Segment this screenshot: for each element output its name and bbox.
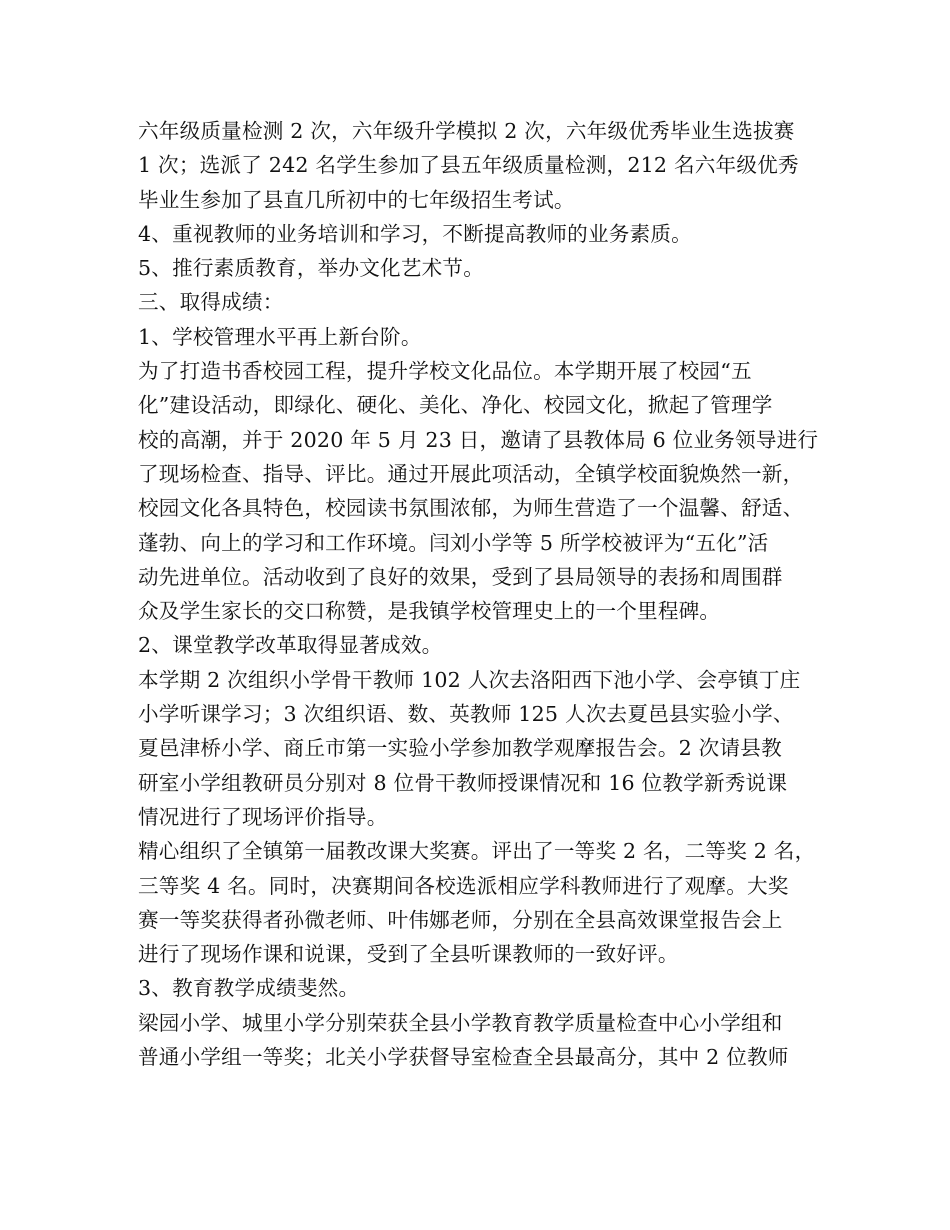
- text-line: 研室小学组教研员分别对 8 位骨干教师授课情况和 16 位教学新秀说课: [138, 770, 788, 795]
- section-heading: 三、取得成绩：: [138, 290, 284, 315]
- text-line: 校的高潮，并于 2020 年 5 月 23 日，邀请了县教体局 6 位业务领导进行: [138, 427, 819, 452]
- document-body: [138, 114, 818, 1074]
- text-line: 梁园小学、城里小学分别荣获全县小学教育教学质量检查中心小学组和: [138, 1010, 783, 1035]
- text-line: 动先进单位。活动收到了良好的效果，受到了县局领导的表扬和周围群: [138, 564, 783, 589]
- text-line: 小学听课学习；3 次组织语、数、英教师 125 人次去夏邑县实验小学、: [138, 702, 794, 727]
- text-line: 毕业生参加了县直几所初中的七年级招生考试。: [138, 187, 575, 212]
- text-line: 本学期 2 次组织小学骨干教师 102 人次去洛阳西下池小学、会亭镇丁庄: [138, 667, 801, 692]
- text-line: 了现场检查、指导、评比。通过开展此项活动，全镇学校面貌焕然一新，: [138, 461, 804, 486]
- text-line: 普通小学组一等奖；北关小学获督导室检查全县最高分，其中 2 位教师: [138, 1045, 789, 1070]
- numbered-heading: 3、教育教学成绩斐然。: [138, 976, 360, 1001]
- text-line: 情况进行了现场评价指导。: [138, 804, 388, 829]
- text-line: 化”建设活动，即绿化、硬化、美化、净化、校园文化，掀起了管理学: [138, 393, 773, 418]
- text-line: 进行了现场作课和说课，受到了全县听课教师的一致好评。: [138, 942, 679, 967]
- text-line: 众及学生家长的交口称赞，是我镇学校管理史上的一个里程碑。: [138, 599, 721, 624]
- text-line: 精心组织了全镇第一届教改课大奖赛。评出了一等奖 2 名，二等奖 2 名，: [138, 839, 816, 864]
- text-line: 蓬勃、向上的学习和工作环境。闫刘小学等 5 所学校被评为“五化”活: [138, 530, 769, 555]
- numbered-heading: 1、学校管理水平再上新台阶。: [138, 324, 422, 349]
- text-line: 六年级质量检测 2 次，六年级升学模拟 2 次，六年级优秀毕业生选拔赛: [138, 119, 795, 143]
- numbered-heading: 2、课堂教学改革取得显著成效。: [138, 633, 443, 658]
- text-line: 1 次；选派了 242 名学生参加了县五年级质量检测，212 名六年级优秀: [138, 153, 799, 178]
- numbered-heading: 4、重视教师的业务培训和学习，不断提高教师的业务素质。: [138, 221, 692, 246]
- text-line: 为了打造书香校园工程，提升学校文化品位。本学期开展了校园“五: [138, 359, 752, 384]
- numbered-heading: 5、推行素质教育，举办文化艺术节。: [138, 256, 485, 281]
- text-line: 赛一等奖获得者孙微老师、叶伟娜老师，分别在全县高效课堂报告会上: [138, 907, 783, 932]
- text-line: 夏邑津桥小学、商丘市第一实验小学参加教学观摩报告会。2 次请县教: [138, 736, 782, 761]
- text-line: 三等奖 4 名。同时，决赛期间各校选派相应学科教师进行了观摩。大奖: [138, 873, 789, 898]
- text-line: 校园文化各具特色，校园读书氛围浓郁，为师生营造了一个温馨、舒适、: [138, 496, 804, 521]
